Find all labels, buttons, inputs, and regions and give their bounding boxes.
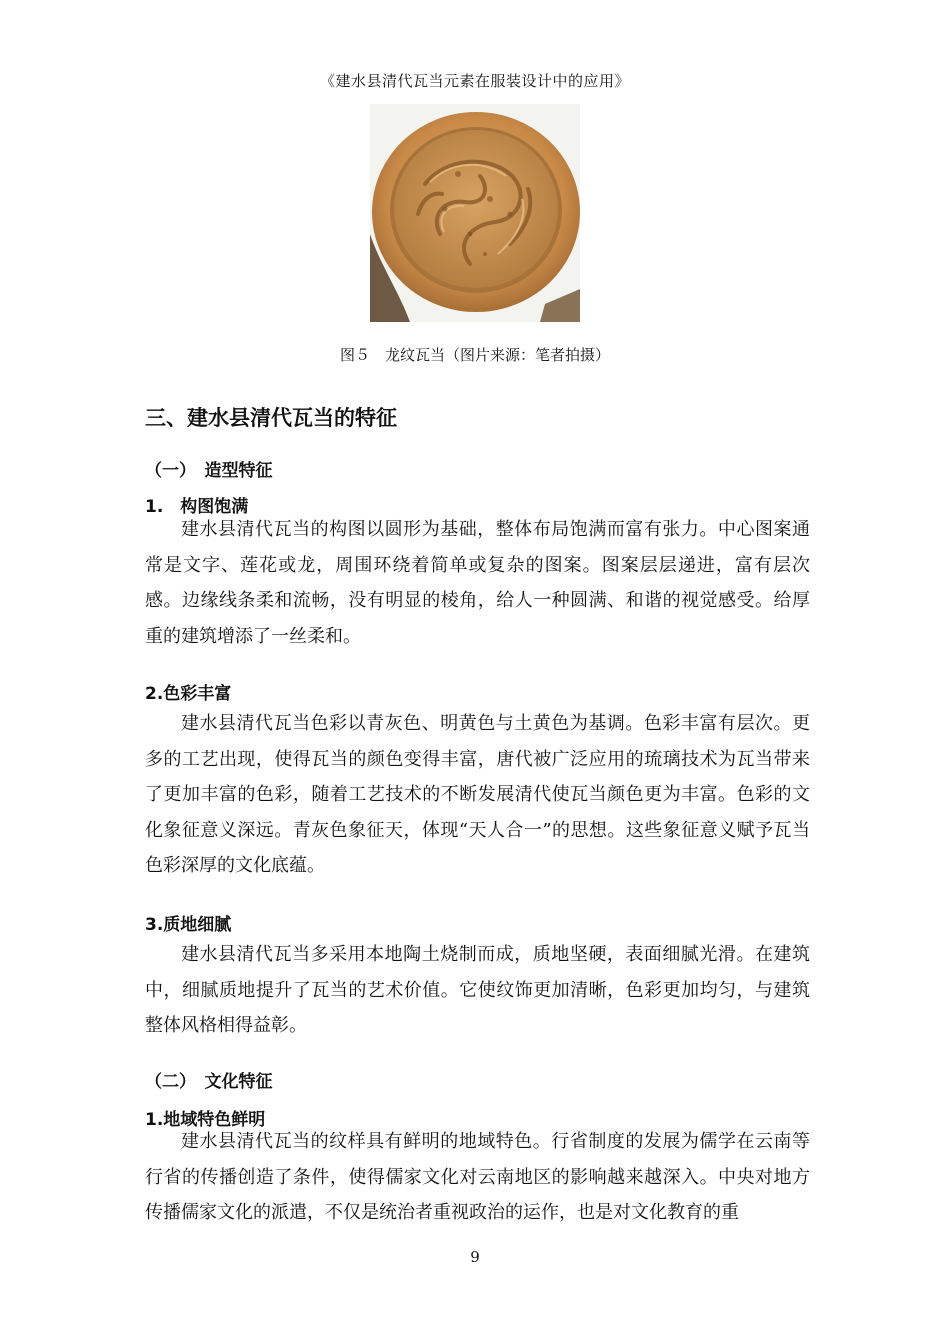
heading-composition: 1. 构图饱满 (145, 497, 249, 517)
running-header: 《建水县清代瓦当元素在服装设计中的应用》 (319, 72, 630, 90)
paragraph-regional: 建水县清代瓦当的纹样具有鲜明的地域特色。行省制度的发展为儒学在云南等行省的传播创造了条件，使得儒家文化对云南地区的影响越来越深入。中央对地方传播儒家文化的派遣，不仅是统治者重视政治的运作，也是对文化教育的重 (145, 1131, 810, 1223)
page-number: 9 (470, 1248, 480, 1266)
heading-color: 2.色彩丰富 (145, 684, 232, 704)
dragon-tile-photo (370, 104, 580, 322)
figure-caption: 图５ 龙纹瓦当（图片来源：笔者拍摄） (339, 346, 610, 364)
section-title: 三、建水县清代瓦当的特征 (145, 406, 397, 430)
dragon-roof-tile-illustration (370, 104, 580, 322)
subsection-title-culture: （二） 文化特征 (145, 1072, 273, 1092)
heading-texture: 3.质地细腻 (145, 915, 232, 935)
heading-regional: 1.地域特色鲜明 (145, 1110, 266, 1130)
paragraph-texture: 建水县清代瓦当多采用本地陶土烧制而成，质地坚硬，表面细腻光滑。在建筑中，细腻质地提升了瓦当的艺术价值。它使纹饰更加清晰，色彩更加均匀，与建筑整体风格相得益彰。 (145, 944, 810, 1036)
paragraph-composition: 建水县清代瓦当的构图以圆形为基础，整体布局饱满而富有张力。中心图案通常是文字、莲花或龙，周围环绕着简单或复杂的图案。图案层层递进，富有层次感。边缘线条柔和流畅，没有明显的棱角，给人一种圆满、和谐的视觉感受。给厚重的建筑增添了一丝柔和。 (145, 519, 810, 647)
subsection-title-shape: （一） 造型特征 (145, 461, 273, 481)
paragraph-color: 建水县清代瓦当色彩以青灰色、明黄色与土黄色为基调。色彩丰富有层次。更多的工艺出现，使得瓦当的颜色变得丰富，唐代被广泛应用的琉璃技术为瓦当带来了更加丰富的色彩，随着工艺技术的不断发展清代使瓦当颜色更为丰富。色彩的文化象征意义深远。青灰色象征天，体现“天人合一”的思想。这些象征意义赋予瓦当色彩深厚的文化底蕴。 (145, 713, 810, 876)
